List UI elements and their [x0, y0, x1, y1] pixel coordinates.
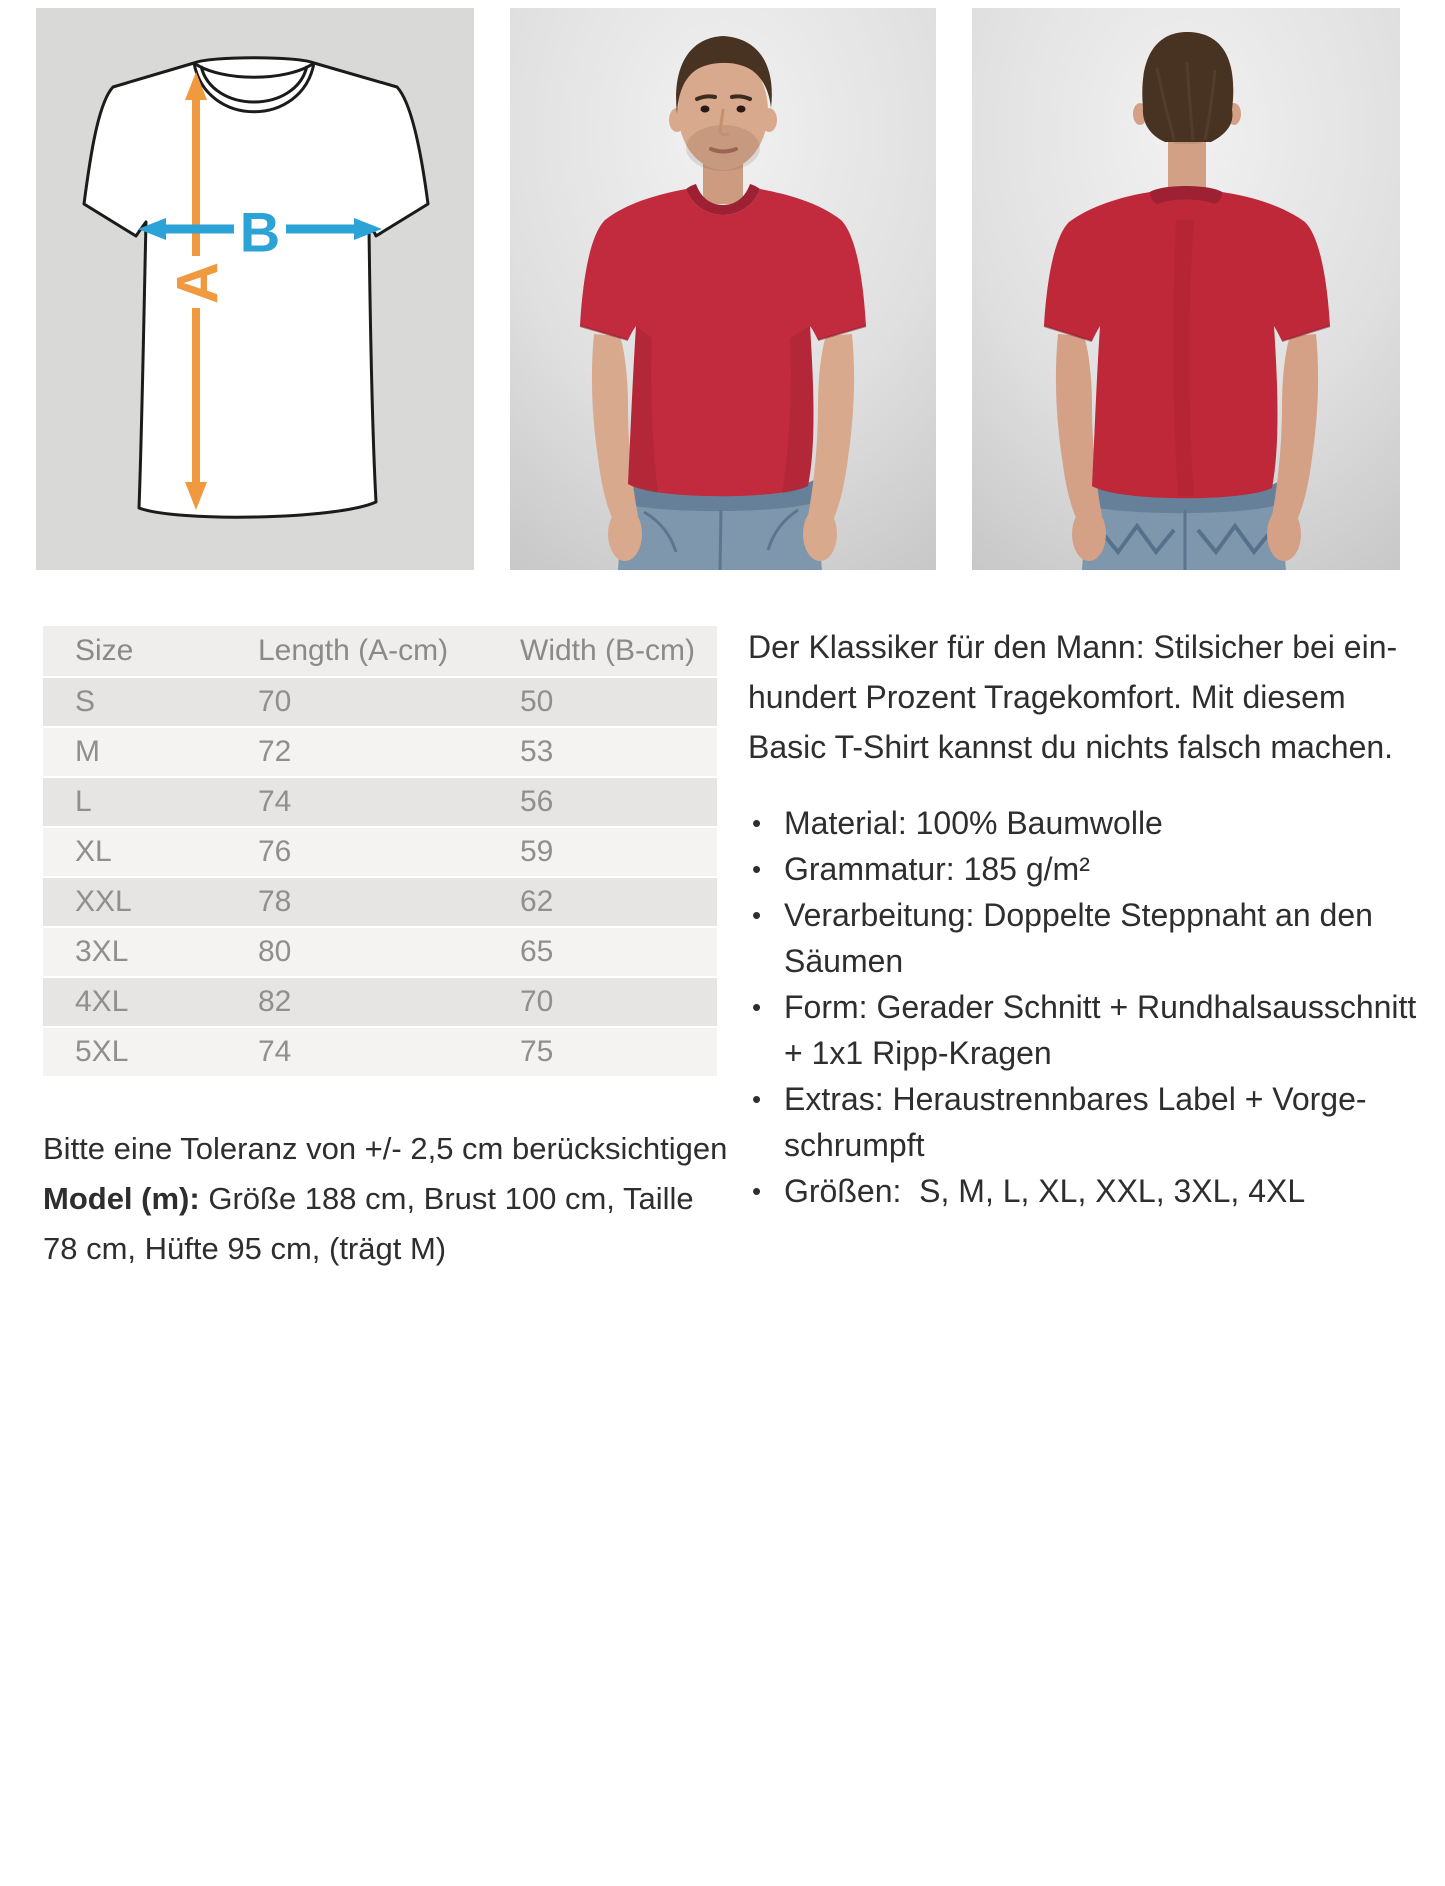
bullet-line: Material: 100% Baumwolle: [784, 805, 1163, 841]
size-cell: 4XL: [43, 978, 230, 1028]
bullet-item: [748, 846, 1438, 892]
tolerance-note: Bitte eine Toleranz von +/- 2,5 cm berücksichtigen: [43, 1131, 728, 1166]
size-table-row: [43, 778, 717, 828]
bullet-marker-icon: •: [752, 1176, 762, 1206]
bullet-item: [748, 1168, 1438, 1214]
diagram-label-b: B: [239, 200, 281, 264]
bullet-line: Verarbeitung: Doppelte Steppnaht an den: [784, 897, 1373, 933]
size-cell: XXL: [43, 878, 230, 928]
length-cell: 74: [230, 1028, 492, 1078]
length-cell: 82: [230, 978, 492, 1028]
size-cell: L: [43, 778, 230, 828]
size-table-row: [43, 1028, 717, 1078]
bullet-line: Grammatur: 185 g/m²: [784, 851, 1090, 887]
size-cell: S: [43, 678, 230, 728]
size-table-header-row: [43, 626, 717, 678]
size-table-row: [43, 828, 717, 878]
bullet-line: Säumen: [784, 943, 904, 979]
model-note-line2: 78 cm, Hüfte 95 cm, (trägt M): [43, 1231, 447, 1266]
bullet-marker-icon: •: [752, 854, 762, 884]
model-front-photo: [510, 8, 936, 570]
bullet-marker-icon: •: [752, 900, 762, 930]
product-description: [748, 622, 1438, 1214]
model-measurements-part1: Größe 188 cm, Brust 100 cm, Taille: [208, 1181, 694, 1216]
width-cell: 59: [492, 828, 717, 878]
size-cell: XL: [43, 828, 230, 878]
length-cell: 72: [230, 728, 492, 778]
model-note-line1: [43, 1174, 743, 1224]
size-table-row: [43, 928, 717, 978]
column-header-size: Size: [43, 626, 230, 678]
bullet-line: schrumpft: [784, 1127, 925, 1163]
length-cell: 78: [230, 878, 492, 928]
intro-line: Der Klassiker für den Mann: Stilsicher bei ein-: [748, 629, 1398, 665]
size-cell: 5XL: [43, 1028, 230, 1078]
width-cell: 65: [492, 928, 717, 978]
bullet-marker-icon: •: [752, 808, 762, 838]
bullet-marker-icon: •: [752, 992, 762, 1022]
width-cell: 53: [492, 728, 717, 778]
size-table-body: [43, 678, 717, 1078]
size-table-row: [43, 678, 717, 728]
width-cell: 50: [492, 678, 717, 728]
bullet-item: [748, 1076, 1438, 1168]
size-table-row: [43, 728, 717, 778]
size-cell: 3XL: [43, 928, 230, 978]
diagram-label-a: A: [165, 262, 231, 304]
column-header-length: Length (A-cm): [230, 626, 492, 678]
length-cell: 80: [230, 928, 492, 978]
bullet-item: [748, 892, 1438, 984]
length-cell: 70: [230, 678, 492, 728]
column-header-width: Width (B-cm): [492, 626, 717, 678]
bullet-line: Extras: Heraustrennbares Label + Vorge-: [784, 1081, 1367, 1117]
intro-line: hundert Prozent Tragekomfort. Mit diesem: [748, 679, 1346, 715]
width-cell: 62: [492, 878, 717, 928]
bullet-line: Form: Gerader Schnitt + Rundhalsausschnitt: [784, 989, 1417, 1025]
width-cell: 75: [492, 1028, 717, 1078]
size-table-row: [43, 978, 717, 1028]
width-cell: 70: [492, 978, 717, 1028]
size-notes: [43, 1124, 743, 1274]
bullet-line: + 1x1 Ripp-Kragen: [784, 1035, 1052, 1071]
width-cell: 56: [492, 778, 717, 828]
size-table-row: [43, 878, 717, 928]
length-cell: 74: [230, 778, 492, 828]
size-table: [43, 626, 717, 1078]
description-bullets: [748, 800, 1438, 1214]
size-cell: M: [43, 728, 230, 778]
description-intro: [748, 622, 1438, 772]
model-label: Model (m):: [43, 1181, 200, 1216]
tshirt-outline-diagram: [36, 8, 474, 570]
bullet-item: [748, 984, 1438, 1076]
bullet-item: [748, 800, 1438, 846]
size-measurement-diagram-image: [36, 8, 474, 570]
bullet-marker-icon: •: [752, 1084, 762, 1114]
bullet-line: Größen: S, M, L, XL, XXL, 3XL, 4XL: [784, 1173, 1306, 1209]
model-back-photo: [972, 8, 1400, 570]
length-cell: 76: [230, 828, 492, 878]
intro-line: Basic T-Shirt kannst du nichts falsch machen.: [748, 729, 1394, 765]
